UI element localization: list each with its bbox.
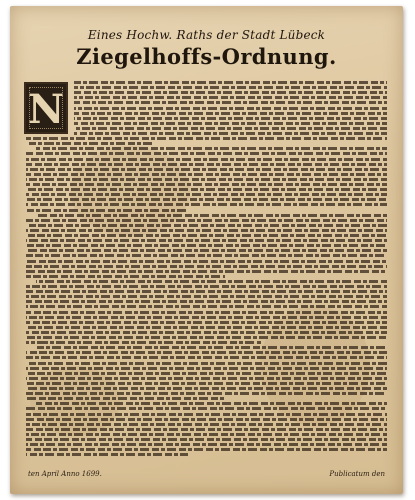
text-line (74, 112, 387, 115)
text-line (26, 321, 387, 324)
text-line (26, 254, 387, 257)
text-line (26, 331, 387, 334)
text-line (26, 224, 387, 227)
text-line (26, 244, 387, 247)
text-line (26, 397, 225, 400)
text-line (26, 188, 387, 191)
publication-note: Publicatum den (329, 470, 385, 478)
text-line (26, 418, 387, 421)
text-line (26, 433, 387, 436)
text-line (74, 91, 387, 94)
text-line (26, 163, 387, 166)
text-line (36, 402, 387, 405)
text-line (26, 152, 387, 155)
text-line (74, 81, 387, 84)
text-line (26, 285, 387, 288)
text-line (26, 387, 387, 390)
text-line (74, 132, 387, 135)
decorated-initial (24, 82, 68, 134)
text-line (74, 122, 387, 125)
text-line (26, 367, 387, 370)
text-line (26, 407, 387, 410)
body-text-block (26, 81, 387, 464)
text-line (26, 183, 387, 186)
text-line (26, 198, 387, 201)
text-line (26, 260, 387, 263)
text-line (74, 117, 387, 120)
text-line (26, 239, 387, 242)
footer (28, 470, 385, 480)
text-line (74, 101, 387, 104)
text-line (26, 341, 261, 344)
text-line (74, 86, 387, 89)
text-line (26, 336, 387, 339)
text-line (26, 316, 387, 319)
text-line (26, 209, 188, 212)
text-line (26, 229, 387, 232)
text-line (26, 290, 387, 293)
initial-letter: N (27, 86, 65, 133)
text-line (26, 275, 225, 278)
text-line (74, 96, 387, 99)
text-line (26, 219, 387, 222)
text-line (26, 377, 387, 380)
text-line (26, 351, 387, 354)
text-line (26, 413, 387, 416)
text-line (26, 362, 387, 365)
text-line (26, 326, 387, 329)
text-line (74, 107, 387, 110)
text-line (26, 300, 387, 303)
text-line (26, 356, 387, 359)
text-line (26, 295, 387, 298)
text-line (26, 438, 387, 441)
text-line (26, 249, 387, 252)
text-line (26, 311, 387, 314)
text-line (36, 346, 387, 349)
text-line (26, 270, 387, 273)
text-line (26, 305, 387, 308)
text-line (26, 168, 387, 171)
text-line (74, 127, 387, 130)
text-line (26, 137, 387, 140)
text-line (26, 265, 387, 268)
text-line (26, 443, 387, 446)
text-line (26, 372, 387, 375)
text-line (26, 203, 387, 206)
printed-ordinance-sheet (10, 6, 403, 494)
document-title: Ziegelhoffs-Ordnung. (76, 44, 337, 69)
text-line (26, 178, 387, 181)
text-line (26, 382, 387, 385)
publication-date: ten April Anno 1699. (28, 470, 102, 478)
text-line (26, 234, 387, 237)
text-line (26, 453, 188, 456)
text-line (26, 193, 387, 196)
text-line (26, 423, 387, 426)
text-line (26, 142, 152, 145)
text-line (26, 392, 387, 395)
council-heading: Eines Hochw. Raths der Stadt Lübeck (87, 28, 326, 42)
text-line (36, 147, 387, 150)
text-line (36, 280, 387, 283)
text-line (36, 214, 387, 217)
text-line (26, 448, 387, 451)
text-line (26, 158, 387, 161)
text-line (26, 173, 387, 176)
text-line (26, 428, 387, 431)
